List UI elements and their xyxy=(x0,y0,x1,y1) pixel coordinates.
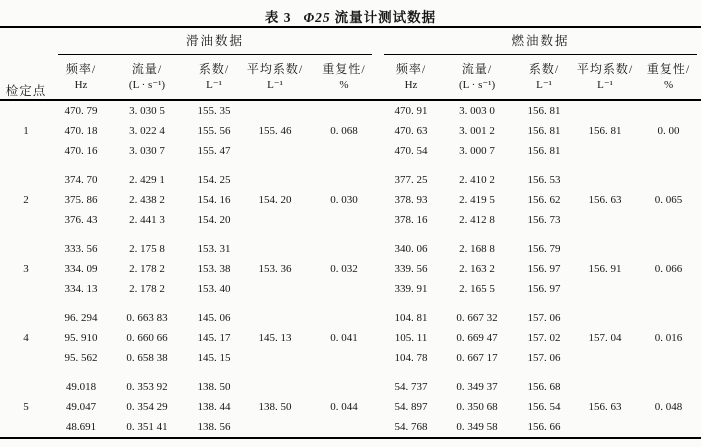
fuel-coefficient-label: 系数/ xyxy=(528,62,560,76)
group-header-row xyxy=(0,27,701,55)
checkpoint-cell: 5 xyxy=(23,401,29,413)
fuel-coefficient-header xyxy=(514,55,574,100)
fuel-average-coefficient-cell: 157. 04 xyxy=(588,332,622,344)
data-row xyxy=(0,100,701,121)
lube-frequency-cell: 49.018 xyxy=(65,381,97,393)
lube-coefficient-cell: 153. 40 xyxy=(197,283,231,295)
fuel-repeatability-cell: 0. 066 xyxy=(654,263,683,275)
lube-flow-cell: 0. 354 29 xyxy=(126,401,168,413)
lube-coefficient-cell: 154. 20 xyxy=(197,214,231,226)
lube-coefficient-cell: 138. 50 xyxy=(197,381,231,393)
fuel-coefficient-cell: 156. 79 xyxy=(527,243,561,255)
lube-flow-cell: 2. 178 2 xyxy=(129,263,165,275)
fuel-repeatability-label: 重复性/ xyxy=(646,62,691,76)
group-gap-row xyxy=(0,230,701,239)
fuel-coefficient-cell: 156. 53 xyxy=(527,174,561,186)
lube-repeatability-header xyxy=(306,55,382,100)
lube-frequency-cell: 49.047 xyxy=(65,401,97,413)
fuel-frequency-cell: 470. 63 xyxy=(394,125,428,137)
fuel-frequency-cell: 54. 768 xyxy=(394,421,428,433)
lube-flow-cell: 2. 441 3 xyxy=(129,214,165,226)
lube-flow-cell: 3. 022 4 xyxy=(129,125,165,137)
fuel-flow-cell: 3. 001 2 xyxy=(459,125,495,137)
group-gap-cell xyxy=(0,299,701,308)
lube-flow-cell: 2. 438 2 xyxy=(129,194,165,206)
fuel-coefficient-unit: L⁻¹ xyxy=(536,79,552,91)
fuel-average-coefficient-cell: 156. 91 xyxy=(588,263,622,275)
fuel-frequency-cell: 470. 54 xyxy=(394,145,428,157)
lube-flow-cell: 2. 429 1 xyxy=(129,174,165,186)
lube-frequency-cell: 470. 18 xyxy=(64,125,98,137)
lube-flow-cell: 2. 175 8 xyxy=(129,243,165,255)
lube-frequency-cell: 470. 79 xyxy=(64,105,98,117)
lube-frequency-cell: 376. 43 xyxy=(64,214,98,226)
lube-repeatability-cell: 0. 030 xyxy=(330,194,358,206)
fuel-flow-cell: 3. 003 0 xyxy=(459,105,495,117)
checkpoint-column-header: 检定点 xyxy=(5,84,47,98)
fuel-coefficient-cell: 156. 73 xyxy=(527,214,561,226)
lube-flow-cell: 0. 663 83 xyxy=(126,312,168,324)
group-gap-row xyxy=(0,368,701,377)
lube-repeatability-cell: 0. 041 xyxy=(330,332,358,344)
lube-frequency-cell: 334. 09 xyxy=(64,263,98,275)
fuel-average-coefficient-cell: 156. 81 xyxy=(588,125,622,137)
fuel-coefficient-cell: 156. 81 xyxy=(527,105,561,117)
flowmeter-model: Φ25 xyxy=(303,10,331,25)
fuel-coefficient-cell: 157. 06 xyxy=(527,352,561,364)
lube-average-coefficient-cell: 155. 46 xyxy=(258,125,292,137)
data-row xyxy=(0,239,701,259)
lube-frequency-cell: 48.691 xyxy=(65,421,97,433)
lube-frequency-cell: 95. 562 xyxy=(64,352,98,364)
lube-coefficient-cell: 155. 56 xyxy=(197,125,231,137)
lube-frequency-cell: 334. 13 xyxy=(64,283,98,295)
fuel-coefficient-cell: 156. 68 xyxy=(527,381,561,393)
fuel-oil-group-header xyxy=(382,27,701,55)
group-gap-cell xyxy=(0,368,701,377)
lube-flow-cell: 0. 351 41 xyxy=(126,421,168,433)
fuel-frequency-cell: 378. 16 xyxy=(394,214,428,226)
fuel-flow-cell: 0. 350 68 xyxy=(456,401,498,413)
caption-text: 流量计测试数据 xyxy=(334,10,437,25)
fuel-flow-cell: 2. 419 5 xyxy=(459,194,495,206)
fuel-average-coefficient-unit: L⁻¹ xyxy=(597,79,613,91)
fuel-frequency-cell: 470. 91 xyxy=(394,105,428,117)
lube-frequency-header xyxy=(52,55,110,100)
lube-average-coefficient-label: 平均系数/ xyxy=(246,62,304,76)
fuel-frequency-cell: 378. 93 xyxy=(394,194,428,206)
lube-repeatability-cell: 0. 044 xyxy=(330,401,358,413)
group-gap-cell xyxy=(0,230,701,239)
lube-average-coefficient-cell: 154. 20 xyxy=(258,194,292,206)
lube-coefficient-cell: 155. 47 xyxy=(197,145,231,157)
fuel-flow-cell: 0. 667 32 xyxy=(456,312,498,324)
fuel-frequency-cell: 377. 25 xyxy=(394,174,428,186)
lube-coefficient-label: 系数/ xyxy=(198,62,230,76)
lube-average-coefficient-cell: 145. 13 xyxy=(258,332,292,344)
lube-coefficient-cell: 154. 16 xyxy=(197,194,231,206)
column-header-row xyxy=(0,55,701,100)
checkpoint-cell: 1 xyxy=(23,125,29,137)
lube-average-coefficient-cell: 138. 50 xyxy=(258,401,292,413)
fuel-flow-cell: 0. 349 37 xyxy=(456,381,498,393)
lube-oil-group-header xyxy=(52,27,382,55)
lube-coefficient-header xyxy=(184,55,244,100)
fuel-repeatability-cell: 0. 048 xyxy=(654,401,683,413)
lube-coefficient-cell: 145. 06 xyxy=(197,312,231,324)
lube-flow-cell: 0. 353 92 xyxy=(126,381,168,393)
fuel-coefficient-cell: 157. 02 xyxy=(527,332,561,344)
lube-coefficient-cell: 154. 25 xyxy=(197,174,231,186)
fuel-repeatability-unit: % xyxy=(663,79,674,91)
fuel-flow-cell: 3. 000 7 xyxy=(459,145,495,157)
fuel-flow-cell: 2. 163 2 xyxy=(459,263,495,275)
lube-coefficient-unit: L⁻¹ xyxy=(206,79,222,91)
fuel-flow-unit: (L · s⁻¹) xyxy=(458,79,496,91)
lube-flow-cell: 2. 178 2 xyxy=(129,283,165,295)
lube-repeatability-cell: 0. 032 xyxy=(330,263,358,275)
lube-frequency-cell: 96. 294 xyxy=(64,312,98,324)
fuel-repeatability-cell: 0. 016 xyxy=(654,332,683,344)
fuel-frequency-cell: 339. 56 xyxy=(394,263,428,275)
lube-frequency-cell: 95. 910 xyxy=(64,332,98,344)
fuel-flow-cell: 0. 667 17 xyxy=(456,352,498,364)
fuel-repeatability-cell: 0. 065 xyxy=(654,194,683,206)
lube-frequency-cell: 333. 56 xyxy=(64,243,98,255)
fuel-flow-cell: 2. 410 2 xyxy=(459,174,495,186)
fuel-coefficient-cell: 156. 62 xyxy=(527,194,561,206)
fuel-flow-header xyxy=(440,55,514,100)
fuel-flow-cell: 2. 168 8 xyxy=(459,243,495,255)
lube-coefficient-cell: 153. 38 xyxy=(197,263,231,275)
lube-flow-header xyxy=(110,55,184,100)
fuel-repeatability-header xyxy=(636,55,701,100)
fuel-average-coefficient-label: 平均系数/ xyxy=(576,62,634,76)
fuel-repeatability-cell: 0. 00 xyxy=(657,125,680,137)
fuel-coefficient-cell: 156. 66 xyxy=(527,421,561,433)
fuel-frequency-cell: 104. 81 xyxy=(394,312,428,324)
lube-oil-group-label: 滑油数据 xyxy=(58,28,372,55)
lube-repeatability-unit: % xyxy=(339,79,349,91)
table-body xyxy=(0,100,701,438)
fuel-frequency-header xyxy=(382,55,440,100)
fuel-coefficient-cell: 156. 81 xyxy=(527,145,561,157)
data-row xyxy=(0,377,701,397)
fuel-frequency-cell: 54. 897 xyxy=(394,401,428,413)
fuel-coefficient-cell: 156. 97 xyxy=(527,263,561,275)
lube-coefficient-cell: 153. 31 xyxy=(197,243,231,255)
lube-coefficient-cell: 145. 15 xyxy=(197,352,231,364)
lube-frequency-cell: 374. 70 xyxy=(64,174,98,186)
lube-flow-cell: 3. 030 7 xyxy=(129,145,165,157)
fuel-coefficient-cell: 156. 97 xyxy=(527,283,561,295)
lube-average-coefficient-header xyxy=(244,55,306,100)
group-gap-cell xyxy=(0,161,701,170)
lube-frequency-unit: Hz xyxy=(74,79,88,91)
checkpoint-cell: 4 xyxy=(23,332,29,344)
lube-repeatability-cell: 0. 068 xyxy=(330,125,358,137)
fuel-average-coefficient-cell: 156. 63 xyxy=(588,194,622,206)
fuel-flow-cell: 2. 412 8 xyxy=(459,214,495,226)
fuel-frequency-cell: 340. 06 xyxy=(394,243,428,255)
fuel-flow-cell: 0. 349 58 xyxy=(456,421,498,433)
lube-frequency-cell: 470. 16 xyxy=(64,145,98,157)
lube-flow-cell: 3. 030 5 xyxy=(129,105,165,117)
lube-average-coefficient-cell: 153. 36 xyxy=(258,263,292,275)
lube-average-coefficient-unit: L⁻¹ xyxy=(267,79,283,91)
fuel-coefficient-cell: 156. 54 xyxy=(527,401,561,413)
table-header xyxy=(0,27,701,100)
lube-coefficient-cell: 138. 44 xyxy=(197,401,231,413)
lube-flow-label: 流量/ xyxy=(131,62,163,76)
lube-flow-cell: 0. 658 38 xyxy=(126,352,168,364)
fuel-frequency-cell: 104. 78 xyxy=(394,352,428,364)
fuel-flow-cell: 2. 165 5 xyxy=(459,283,495,295)
fuel-flow-cell: 0. 669 47 xyxy=(456,332,498,344)
lube-coefficient-cell: 155. 35 xyxy=(197,105,231,117)
lube-repeatability-label: 重复性/ xyxy=(322,62,366,76)
group-gap-row xyxy=(0,299,701,308)
table-caption xyxy=(0,0,701,26)
lube-flow-cell: 0. 660 66 xyxy=(126,332,168,344)
lube-coefficient-cell: 145. 17 xyxy=(197,332,231,344)
lube-flow-unit: (L · s⁻¹) xyxy=(128,79,166,91)
fuel-frequency-cell: 339. 91 xyxy=(394,283,428,295)
fuel-average-coefficient-cell: 156. 63 xyxy=(588,401,622,413)
checkpoint-cell: 2 xyxy=(23,194,29,206)
fuel-average-coefficient-header xyxy=(574,55,636,100)
fuel-flow-label: 流量/ xyxy=(461,62,493,76)
fuel-frequency-label: 频率/ xyxy=(395,62,427,76)
lube-frequency-label: 频率/ xyxy=(65,62,97,76)
data-row xyxy=(0,308,701,328)
fuel-frequency-unit: Hz xyxy=(404,79,418,91)
group-gap-row xyxy=(0,161,701,170)
fuel-coefficient-cell: 156. 81 xyxy=(527,125,561,137)
fuel-oil-group-label: 燃油数据 xyxy=(384,28,697,55)
fuel-frequency-cell: 105. 11 xyxy=(394,332,428,344)
fuel-frequency-cell: 54. 737 xyxy=(394,381,428,393)
table-number: 表 3 xyxy=(264,10,292,25)
data-row xyxy=(0,170,701,190)
lube-frequency-cell: 375. 86 xyxy=(64,194,98,206)
checkpoint-cell: 3 xyxy=(23,263,29,275)
flowmeter-test-data-table xyxy=(0,26,701,439)
lube-coefficient-cell: 138. 56 xyxy=(197,421,231,433)
fuel-coefficient-cell: 157. 06 xyxy=(527,312,561,324)
